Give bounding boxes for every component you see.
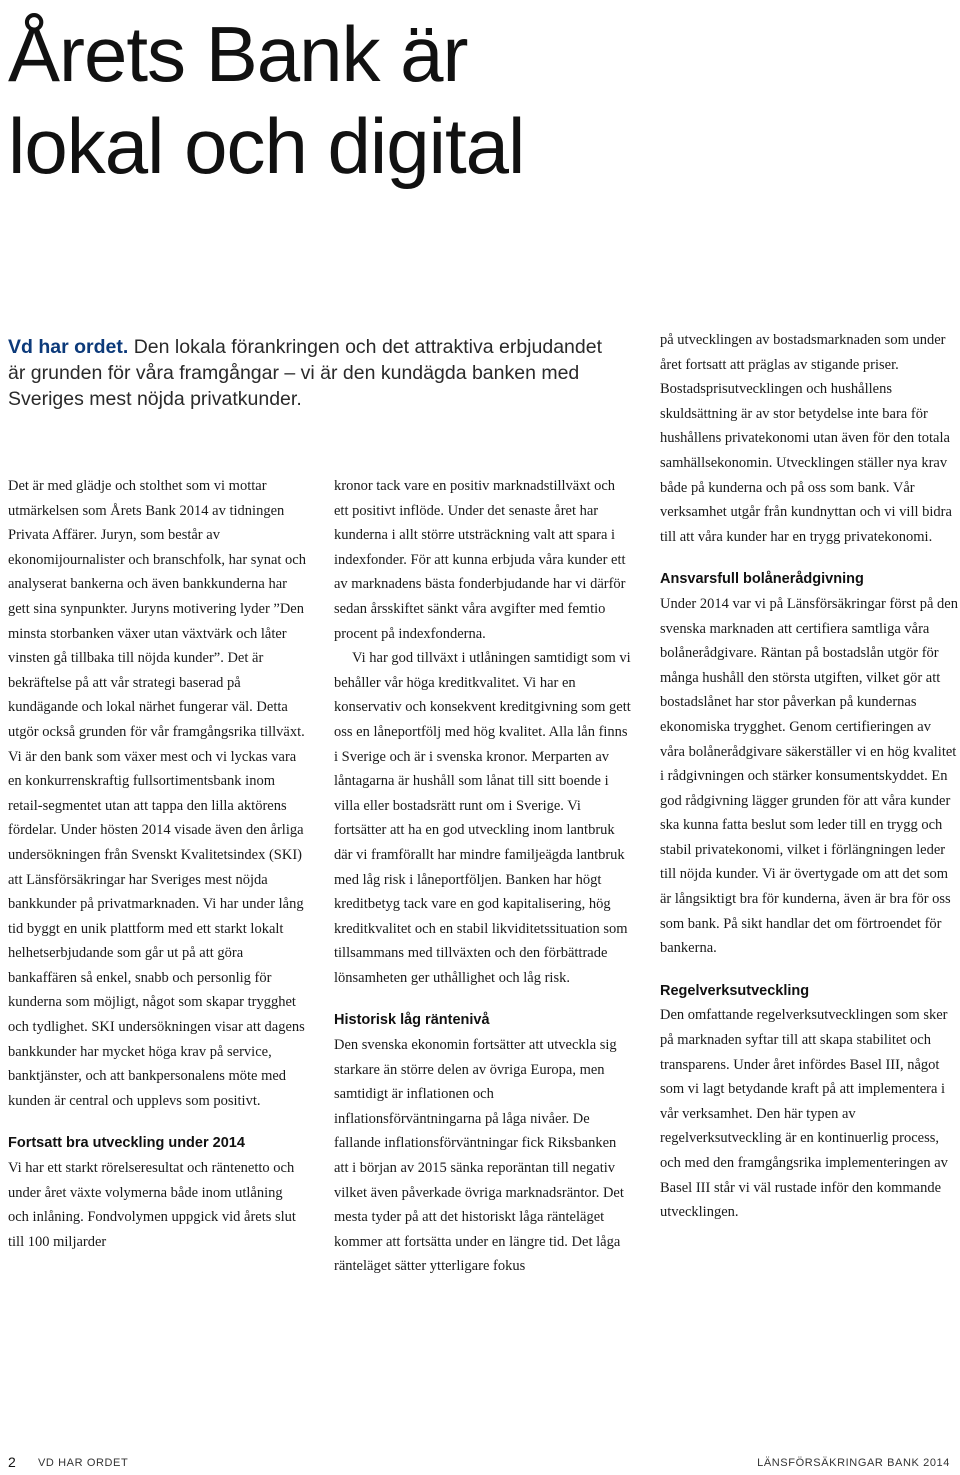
intro-lead: Vd har ordet. bbox=[8, 336, 129, 358]
page-footer bbox=[8, 1452, 950, 1474]
body-paragraph: Under 2014 var vi på Länsförsäkringar först på den svenska marknaden att certifiera samtliga våra bolånerådgivare. Räntan på bostadslån utgör för många hushåll den största utgiften, vilket gör att bostadslånet har stor påverkan på kundernas ekonomiska trygghet. Genom certifieringen av våra bolånerådgivare säkerställer vi en hög kvalitet i rådgivningen och stärker konsumentskyddet. En god rådgivning lägger grunden för att våra kunder ska kunna fatta beslut som leder till en trygg och stabil privatekonomi, vilket i förlängningen leder till nöjda kunder. Vi är övertygade om att det som är långsiktigt bra för kunderna, även är bra för oss som bank. På sikt handlar det om förtroendet för bankerna. bbox=[660, 595, 958, 957]
intro-paragraph bbox=[8, 334, 608, 412]
footer-section: VD HAR ORDET bbox=[38, 1457, 129, 1469]
body-paragraph: Vi har ett starkt rörelseresultat och räntenetto och under året växte volymerna både inom utlåning och inlåning. Fondvolymen uppgick vid årets slut till 100 miljarder bbox=[8, 1160, 296, 1250]
section-heading-ansvarsfull: Ansvarsfull bolånerådgivning bbox=[660, 571, 864, 588]
body-paragraph: Det är med glädje och stolthet som vi mottar utmärkelsen som Årets Bank 2014 av tidningen Privata Affärer. Juryn, som består av ekonomijournalister och branschfolk, har synat och analyserat bankerna och även bankkunderna har gett sina synpunkter. Juryns motivering lyder ”Den minsta storbanken växer utan växtvärk och låter vinsten gå tillbaka till nöjda kunder”. Det är bekräftelse på att vår strategi baserad på kundägande och lokal närhet fungerar väl. Detta utgör också grunden för vår framgångsrika tillväxt. Vi är den bank som växer mest och vi lyckas vara en konkurrenskraftig fullsortimentsbank inom retail-segmentet utan att tappa den lilla aktörens fördelar. Under hösten 2014 visade även den årliga undersökningen från Svenskt Kvalitetsindex (SKI) att Länsförsäkringar har Sveriges mest nöjda bankkunder på privatmarknaden. Vi har under lång tid byggt en unik plattform med ett starkt lokalt helhetserbjudande som går ut på att göra bankaffären så enkel, snabb och personlig för kunderna som möjligt, något som skapar trygghet och tydlighet. SKI undersökningen visar att dagens bankkunder har mycket höga krav på service, banktjänster, och att bankpersonalens möte med kunden är central och upplevs som positivt. bbox=[8, 478, 306, 1109]
body-paragraph: Den svenska ekonomin fortsätter att utveckla sig starkare än större delen av övriga Europa, men samtidigt är inflationen och inflationsförväntningarna på låga nivåer. De fallande inflationsförväntningar fick Riksbanken att i början av 2015 sänka reporäntan till negativ vilket även påverkade övriga marknadsräntor. Det mesta tyder på att det historiskt låga ränteläget kommer att fortsätta under en längre tid. Det låga ränteläget sätter ytterligare fokus bbox=[334, 1037, 624, 1275]
body-paragraph: Vi har god tillväxt i utlåningen samtidigt som vi behåller vår höga kreditkvalitet. Vi har en konservativ och konsekvent kreditgivning som gett oss en låneportfölj med hög kvalitet. Alla lån finns i Sverige och är i svenska kronor. Merparten av låntagarna är hushåll som lånat till sitt boende i villa eller bostadsrätt runt om i Sverige. Vi fortsätter att ha en god utveckling inom lantbruk där vi framförallt har mindre familjeägda lantbruk med låg risk i låneportföljen. Banken har högt kreditbetyg tack vare en god kapitalisering, hög kreditkvalitet och en stabil likviditetssituation som tillsammans med tillväxten och den förbättrade lönsamheten ger uthållighet och låg risk. bbox=[334, 650, 631, 986]
body-paragraph: Den omfattande regelverksutvecklingen som sker på marknaden syftar till att skapa stabilitet och transparens. Under året infördes Basel III, något som vi lagt betydande kraft på att implementera i vår verksamhet. Den här typen av regelverksutveckling är en kontinuerlig process, och med den framgångsrika implementeringen av Basel III står vi väl rustade inför den kommande utvecklingen. bbox=[660, 1007, 948, 1221]
page-number: 2 bbox=[8, 1454, 16, 1470]
section-heading-regelverk: Regelverksutveckling bbox=[660, 982, 810, 999]
section-heading-historisk: Historisk låg räntenivå bbox=[334, 1012, 490, 1029]
footer-brand: LÄNSFÖRSÄKRINGAR BANK 2014 bbox=[757, 1457, 950, 1469]
column-3 bbox=[660, 328, 958, 1225]
intro-text: Den lokala förankringen och det attraktiva erbjudandet är grunden för våra framgångar – vi är den kundägda banken med Sveriges mest nöjda privatkunder. bbox=[8, 336, 602, 410]
column-1 bbox=[8, 474, 306, 1254]
title-line-1: Årets Bank är bbox=[8, 10, 468, 98]
body-paragraph: på utvecklingen av bostadsmarknaden som under året fortsatt att präglas av stigande priser. Bostadsprisutvecklingen och hushållens skuldsättning är av stor betydelse inte bara för hushållens privatekonomi utan även för den totala samhällsekonomin. Utvecklingen ställer nya krav både på kunderna och på oss som bank. Vår verksamhet utgår från kundnyttan och vi vill bidra till att våra kunder har en trygg privatekonomi. bbox=[660, 332, 952, 545]
body-paragraph: kronor tack vare en positiv marknadstillväxt och ett positivt inflöde. Under det senaste året har kunderna i allt större utsträckning valt att spara i indexfonder. För att kunna erbjuda våra kunder ett av marknadens bästa fonderbjudande har vi därför sedan årsskiftet sänkt våra avgifter med femtio procent på indexfonderna. bbox=[334, 478, 626, 642]
page-title bbox=[8, 8, 524, 192]
title-line-2: lokal och digital bbox=[8, 102, 525, 190]
column-2 bbox=[334, 474, 632, 1279]
section-heading-fortsatt: Fortsatt bra utveckling under 2014 bbox=[8, 1135, 245, 1152]
